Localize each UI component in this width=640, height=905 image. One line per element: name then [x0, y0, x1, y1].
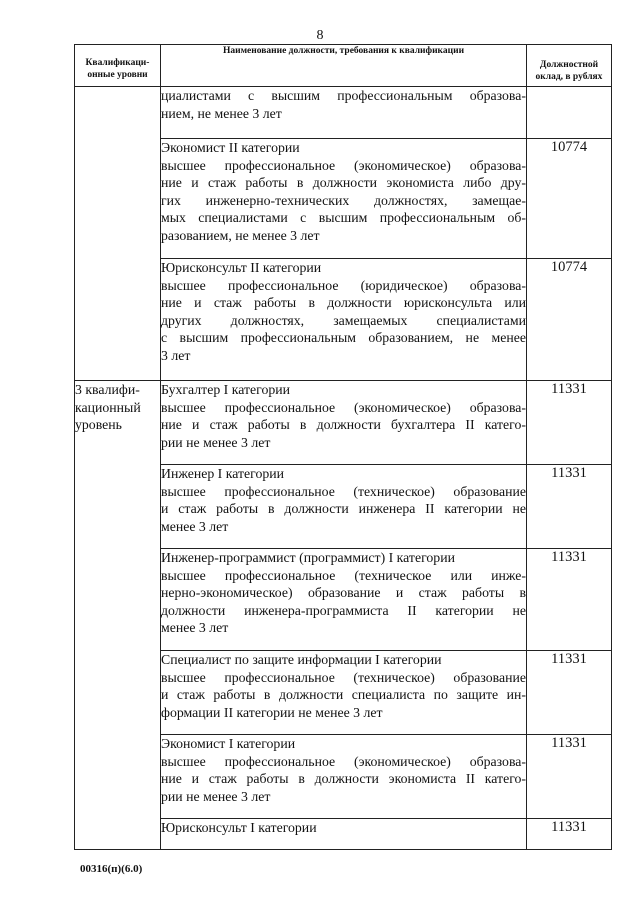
salary-cell: 11331 [527, 819, 612, 850]
header-level: Квалификаци- онные уровни [75, 45, 161, 87]
level-cell: 3 квалифи- кационный уровень [75, 381, 161, 850]
position-cell: Инженер I категории высшее профессиональное (техническое) образование и стаж работы в должности инженера II категории не менее 3 лет [161, 465, 527, 549]
salary-cell: 10774 [527, 139, 612, 259]
position-cell: Экономист II категории высшее профессиональное (экономическое) образова- ние и стаж работы в должности экономиста либо дру- гих инженерно-технических должностях, замещае- мых специалистами с высшим профессиональным об- разованием, не менее 3 лет [161, 139, 527, 259]
position-cell: Юрисконсульт I категории [161, 819, 527, 850]
position-cell: Бухгалтер I категории высшее профессиональное (экономическое) образова- ние и стаж работы в должности бухгалтера II катего- рии не менее 3 лет [161, 381, 527, 465]
salary-cell: 10774 [527, 259, 612, 381]
document-code: 00316(п)(6.0) [80, 863, 143, 875]
level-cell-continued [75, 87, 161, 381]
position-cell: циалистами с высшим профессиональным образова- нием, не менее 3 лет [161, 87, 527, 139]
salary-cell: 11331 [527, 381, 612, 465]
header-salary: Должностной оклад, в рублях [527, 45, 612, 87]
position-cell: Юрисконсульт II категории высшее профессиональное (юридическое) образова- ние и стаж работы в должности юрисконсульта или других должностях, замещаемых специалистами с высшим профессиональным образованием, не менее 3 лет [161, 259, 527, 381]
salary-cell: 11331 [527, 735, 612, 819]
salary-cell [527, 87, 612, 139]
salary-cell: 11331 [527, 465, 612, 549]
table-row [75, 87, 612, 139]
table-header-row [75, 45, 612, 87]
position-cell: Экономист I категории высшее профессиональное (экономическое) образова- ние и стаж работы в должности экономиста II катего- рии не менее 3 лет [161, 735, 527, 819]
page-number: 8 [316, 28, 324, 43]
salary-table [74, 44, 612, 850]
position-cell: Специалист по защите информации I категории высшее профессиональное (техническое) образование и стаж работы в должности специалиста по защите ин- формации II категории не менее 3 лет [161, 651, 527, 735]
table-row [75, 381, 612, 465]
salary-cell: 11331 [527, 651, 612, 735]
position-cell: Инженер-программист (программист) I категории высшее профессиональное (техническое или инже- нерно-экономическое) образование и стаж работы в должности инженера-программиста II категории не менее 3 лет [161, 549, 527, 651]
salary-cell: 11331 [527, 549, 612, 651]
header-position: Наименование должности, требования к квалификации [161, 45, 527, 87]
